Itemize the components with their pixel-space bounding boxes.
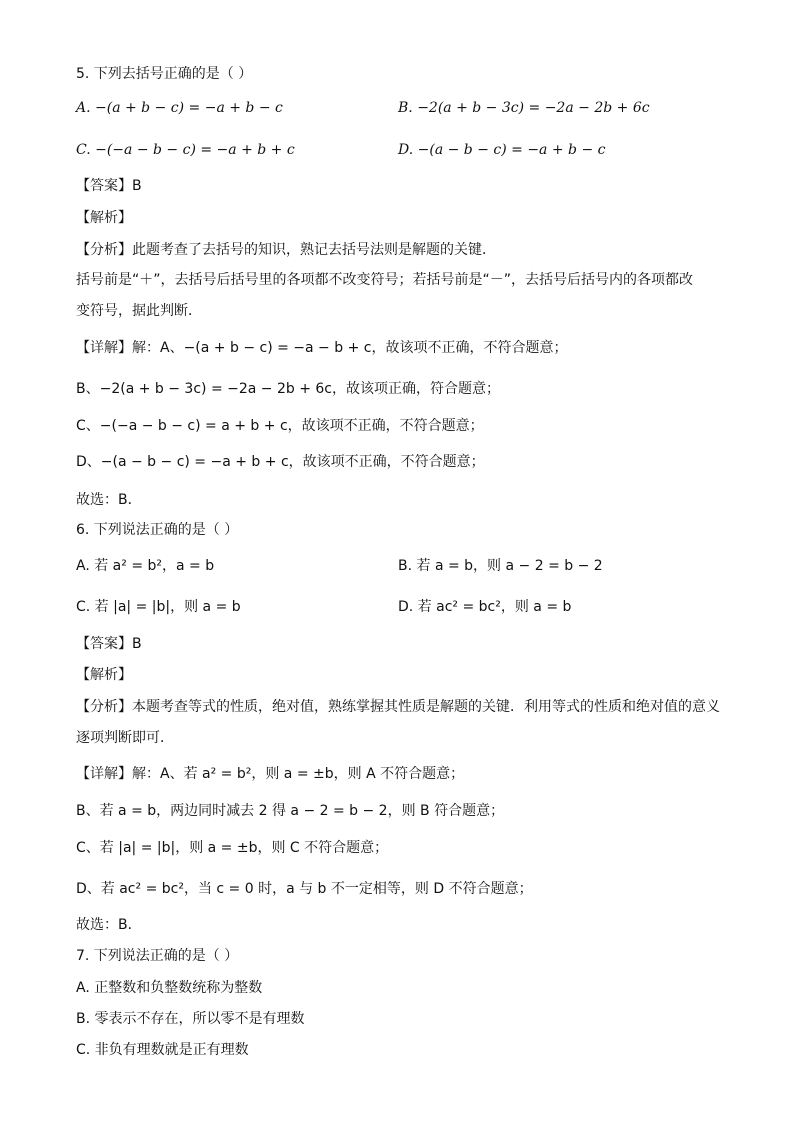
q6-answer: 【答案】B [76, 636, 142, 652]
q6-choice: 故选：B． [76, 917, 142, 933]
q5-option-d: D. −(a − b − c) = −a + b − c [398, 142, 606, 158]
q6-detail-c: C、若 |a| = |b|，则 a = ±b，则 C 不符合题意； [76, 840, 389, 856]
q5-option-b: B. −2(a + b − 3c) = −2a − 2b + 6c [398, 100, 650, 116]
q5-choice: 故选：B． [76, 492, 142, 508]
q6-option-b: B. 若 a = b，则 a − 2 = b − 2 [398, 558, 603, 574]
q5-detail-a: 【详解】解：A、−(a + b − c) = −a − b + c，故该项不正确，不符合题意； [76, 340, 568, 356]
q5-stem: 5. 下列去括号正确的是（ ） [76, 66, 253, 82]
q6-analysis-line-2: 逐项判断即可． [76, 730, 174, 746]
q6-analysis-line-1: 【分析】本题考查等式的性质，绝对值，熟练掌握其性质是解题的关键．利用等式的性质和绝对值的意义 [76, 699, 720, 715]
q6-analysis-heading: 【解析】 [76, 667, 132, 683]
q5-analysis-summary: 【分析】此题考查了去括号的知识，熟记去括号法则是解题的关键． [76, 242, 496, 258]
q7-option-a: A. 正整数和负整数统称为整数 [76, 980, 263, 996]
q7-option-c: C. 非负有理数就是正有理数 [76, 1042, 249, 1058]
q5-detail-c: C、−(−a − b − c) = a + b + c，故该项不正确，不符合题意； [76, 418, 484, 434]
q6-option-c: C. 若 |a| = |b|，则 a = b [76, 599, 241, 615]
q6-detail-a: 【详解】解：A、若 a² = b²，则 a = ±b，则 A 不符合题意； [76, 766, 465, 782]
q5-detail-d: D、−(a − b − c) = −a + b + c，故该项不正确，不符合题意； [76, 454, 485, 470]
q5-option-a: A. −(a + b − c) = −a + b − c [76, 100, 283, 116]
q5-option-c: C. −(−a − b − c) = −a + b + c [76, 142, 295, 158]
q5-rule-line-1: 括号前是“＋”，去括号后括号里的各项都不改变符号；若括号前是“－”，去括号后括号内的各项都改 [76, 272, 694, 288]
q6-option-d: D. 若 ac² = bc²，则 a = b [398, 599, 572, 615]
q5-rule-line-2: 变符号，据此判断． [76, 303, 202, 319]
q5-answer: 【答案】B [76, 178, 142, 194]
q6-stem: 6. 下列说法正确的是（ ） [76, 522, 239, 538]
q6-detail-b: B、若 a = b，两边同时减去 2 得 a − 2 = b − 2，则 B 符合题意； [76, 803, 505, 819]
q6-detail-d: D、若 ac² = bc²，当 c = 0 时，a 与 b 不一定相等，则 D 不符合题意； [76, 881, 533, 897]
q6-option-a: A. 若 a² = b²，a = b [76, 558, 215, 574]
q7-stem: 7. 下列说法正确的是（ ） [76, 948, 239, 964]
q5-detail-b: B、−2(a + b − 3c) = −2a − 2b + 6c，故该项正确，符合题意； [76, 381, 501, 397]
q7-option-b: B. 零表示不存在，所以零不是有理数 [76, 1011, 305, 1027]
q5-analysis-heading: 【解析】 [76, 210, 132, 226]
